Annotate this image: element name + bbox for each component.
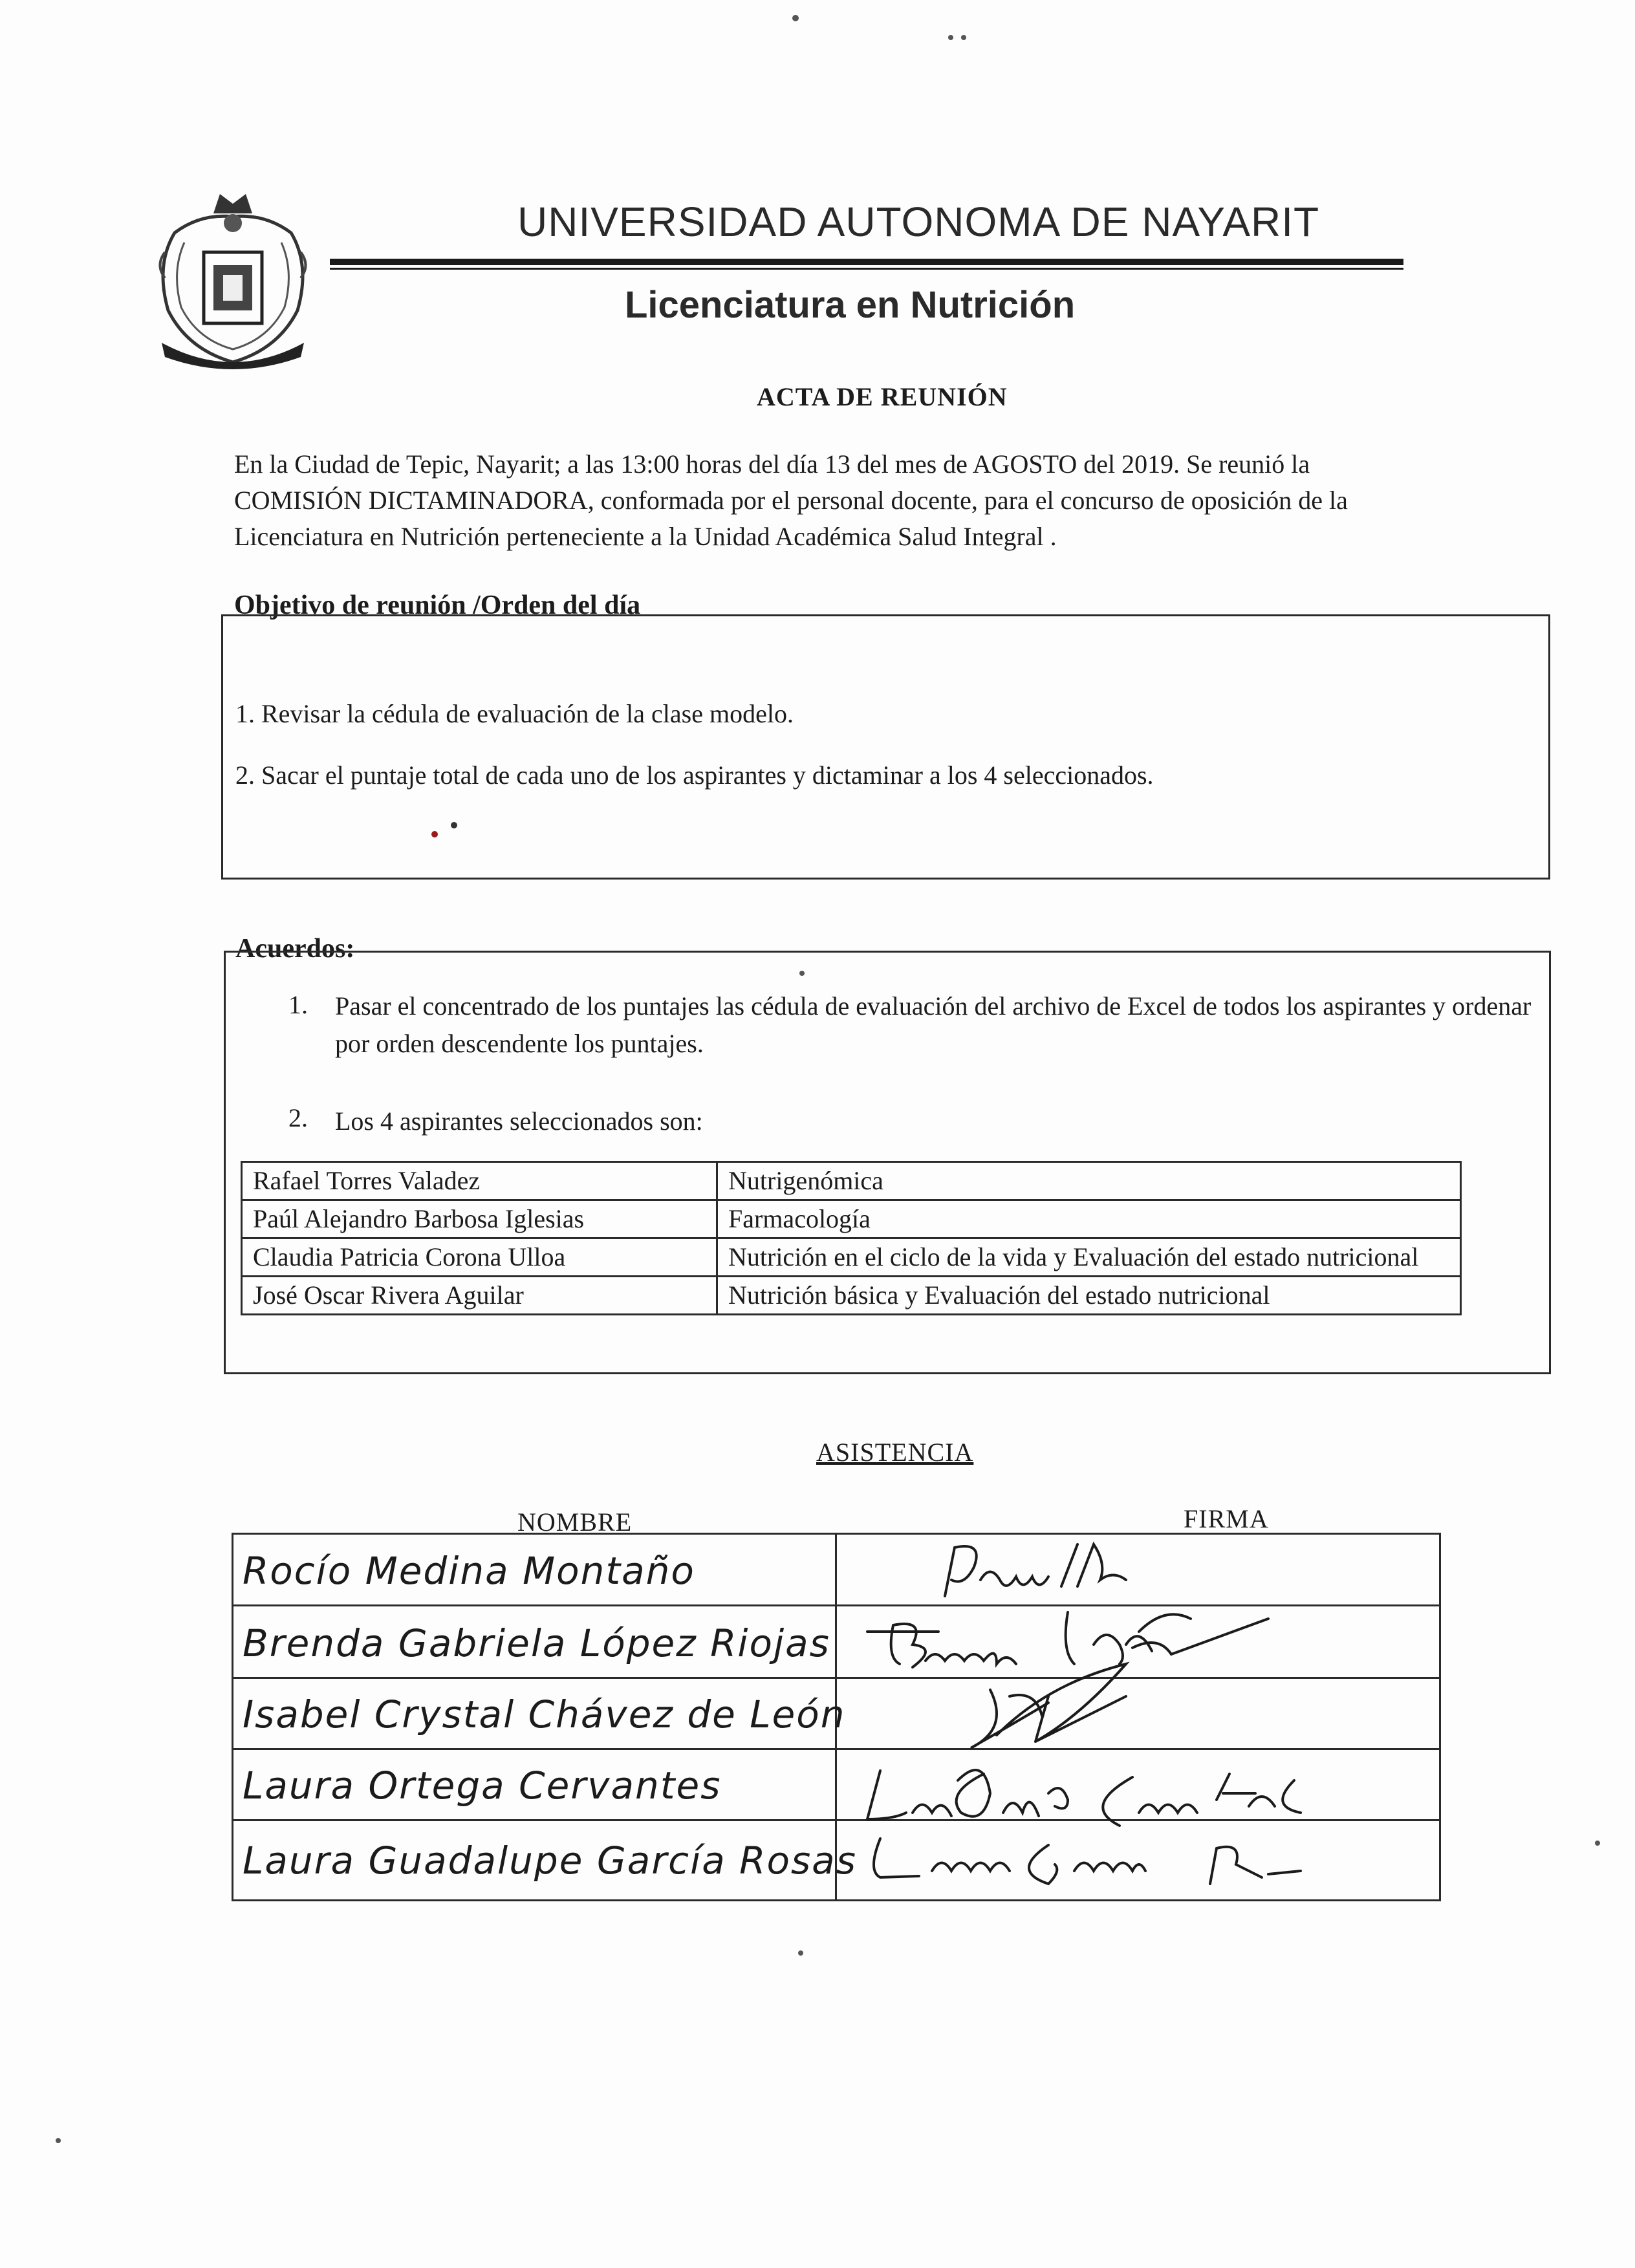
candidate-name: Paúl Alejandro Barbosa Iglesias: [242, 1200, 717, 1238]
university-name: UNIVERSIDAD AUTONOMA DE NAYARIT: [517, 199, 1320, 245]
objective-heading: Objetivo de reunión /Orden del día: [234, 590, 641, 620]
agreement-number: 1.: [288, 990, 308, 1019]
candidate-area: Farmacología: [717, 1200, 1461, 1238]
candidate-area: Nutrición básica y Evaluación del estado nutricional: [717, 1277, 1461, 1315]
attendee-name-handwritten: Brenda Gabriela López Riojas: [243, 1621, 830, 1665]
candidate-name: Rafael Torres Valadez: [242, 1162, 717, 1200]
attendee-name-handwritten: Laura Ortega Cervantes: [243, 1764, 722, 1808]
agreement-text: Los 4 aspirantes seleccionados son:: [335, 1107, 703, 1136]
agreements-heading: Acuerdos:: [235, 934, 355, 964]
program-name: Licenciatura en Nutrición: [625, 284, 1076, 326]
candidate-area: Nutrigenómica: [717, 1162, 1461, 1200]
objective-item: 2. Sacar el puntaje total de cada uno de los aspirantes y dictaminar a los 4 seleccionados.: [235, 761, 1154, 790]
attendance-title: ASISTENCIA: [816, 1438, 974, 1467]
objective-item: 1. Revisar la cédula de evaluación de la clase modelo.: [235, 699, 794, 728]
agreement-number: 2.: [288, 1103, 308, 1132]
document-title: ACTA DE REUNIÓN: [757, 382, 1008, 411]
intro-paragraph: En la Ciudad de Tepic, Nayarit; a las 13:00 horas del día 13 del mes de AGOSTO del 2019. Se reunió la COMISIÓN DICTAMINADORA, conformada por el personal docente, para el concurso de oposición de la Licenciatura en Nutrición perteneciente a la Unidad Académica Salud Integral .: [234, 449, 1348, 551]
candidate-name: José Oscar Rivera Aguilar: [242, 1277, 717, 1315]
column-header-name: NOMBRE: [517, 1507, 633, 1537]
candidate-area: Nutrición en el ciclo de la vida y Evaluación del estado nutricional: [717, 1238, 1461, 1277]
candidate-name: Claudia Patricia Corona Ulloa: [242, 1238, 717, 1277]
attendee-name-handwritten: Isabel Crystal Chávez de León: [243, 1692, 846, 1736]
attendee-name-handwritten: Laura Guadalupe García Rosas: [243, 1839, 857, 1883]
agreement-text: Pasar el concentrado de los puntajes las cédula de evaluación del archivo de Excel de todos los aspirantes y ordenar por orden descendente los puntajes.: [335, 991, 1532, 1058]
attendee-name-handwritten: Rocío Medina Montaño: [243, 1549, 695, 1593]
column-header-signature: FIRMA: [1184, 1504, 1269, 1533]
